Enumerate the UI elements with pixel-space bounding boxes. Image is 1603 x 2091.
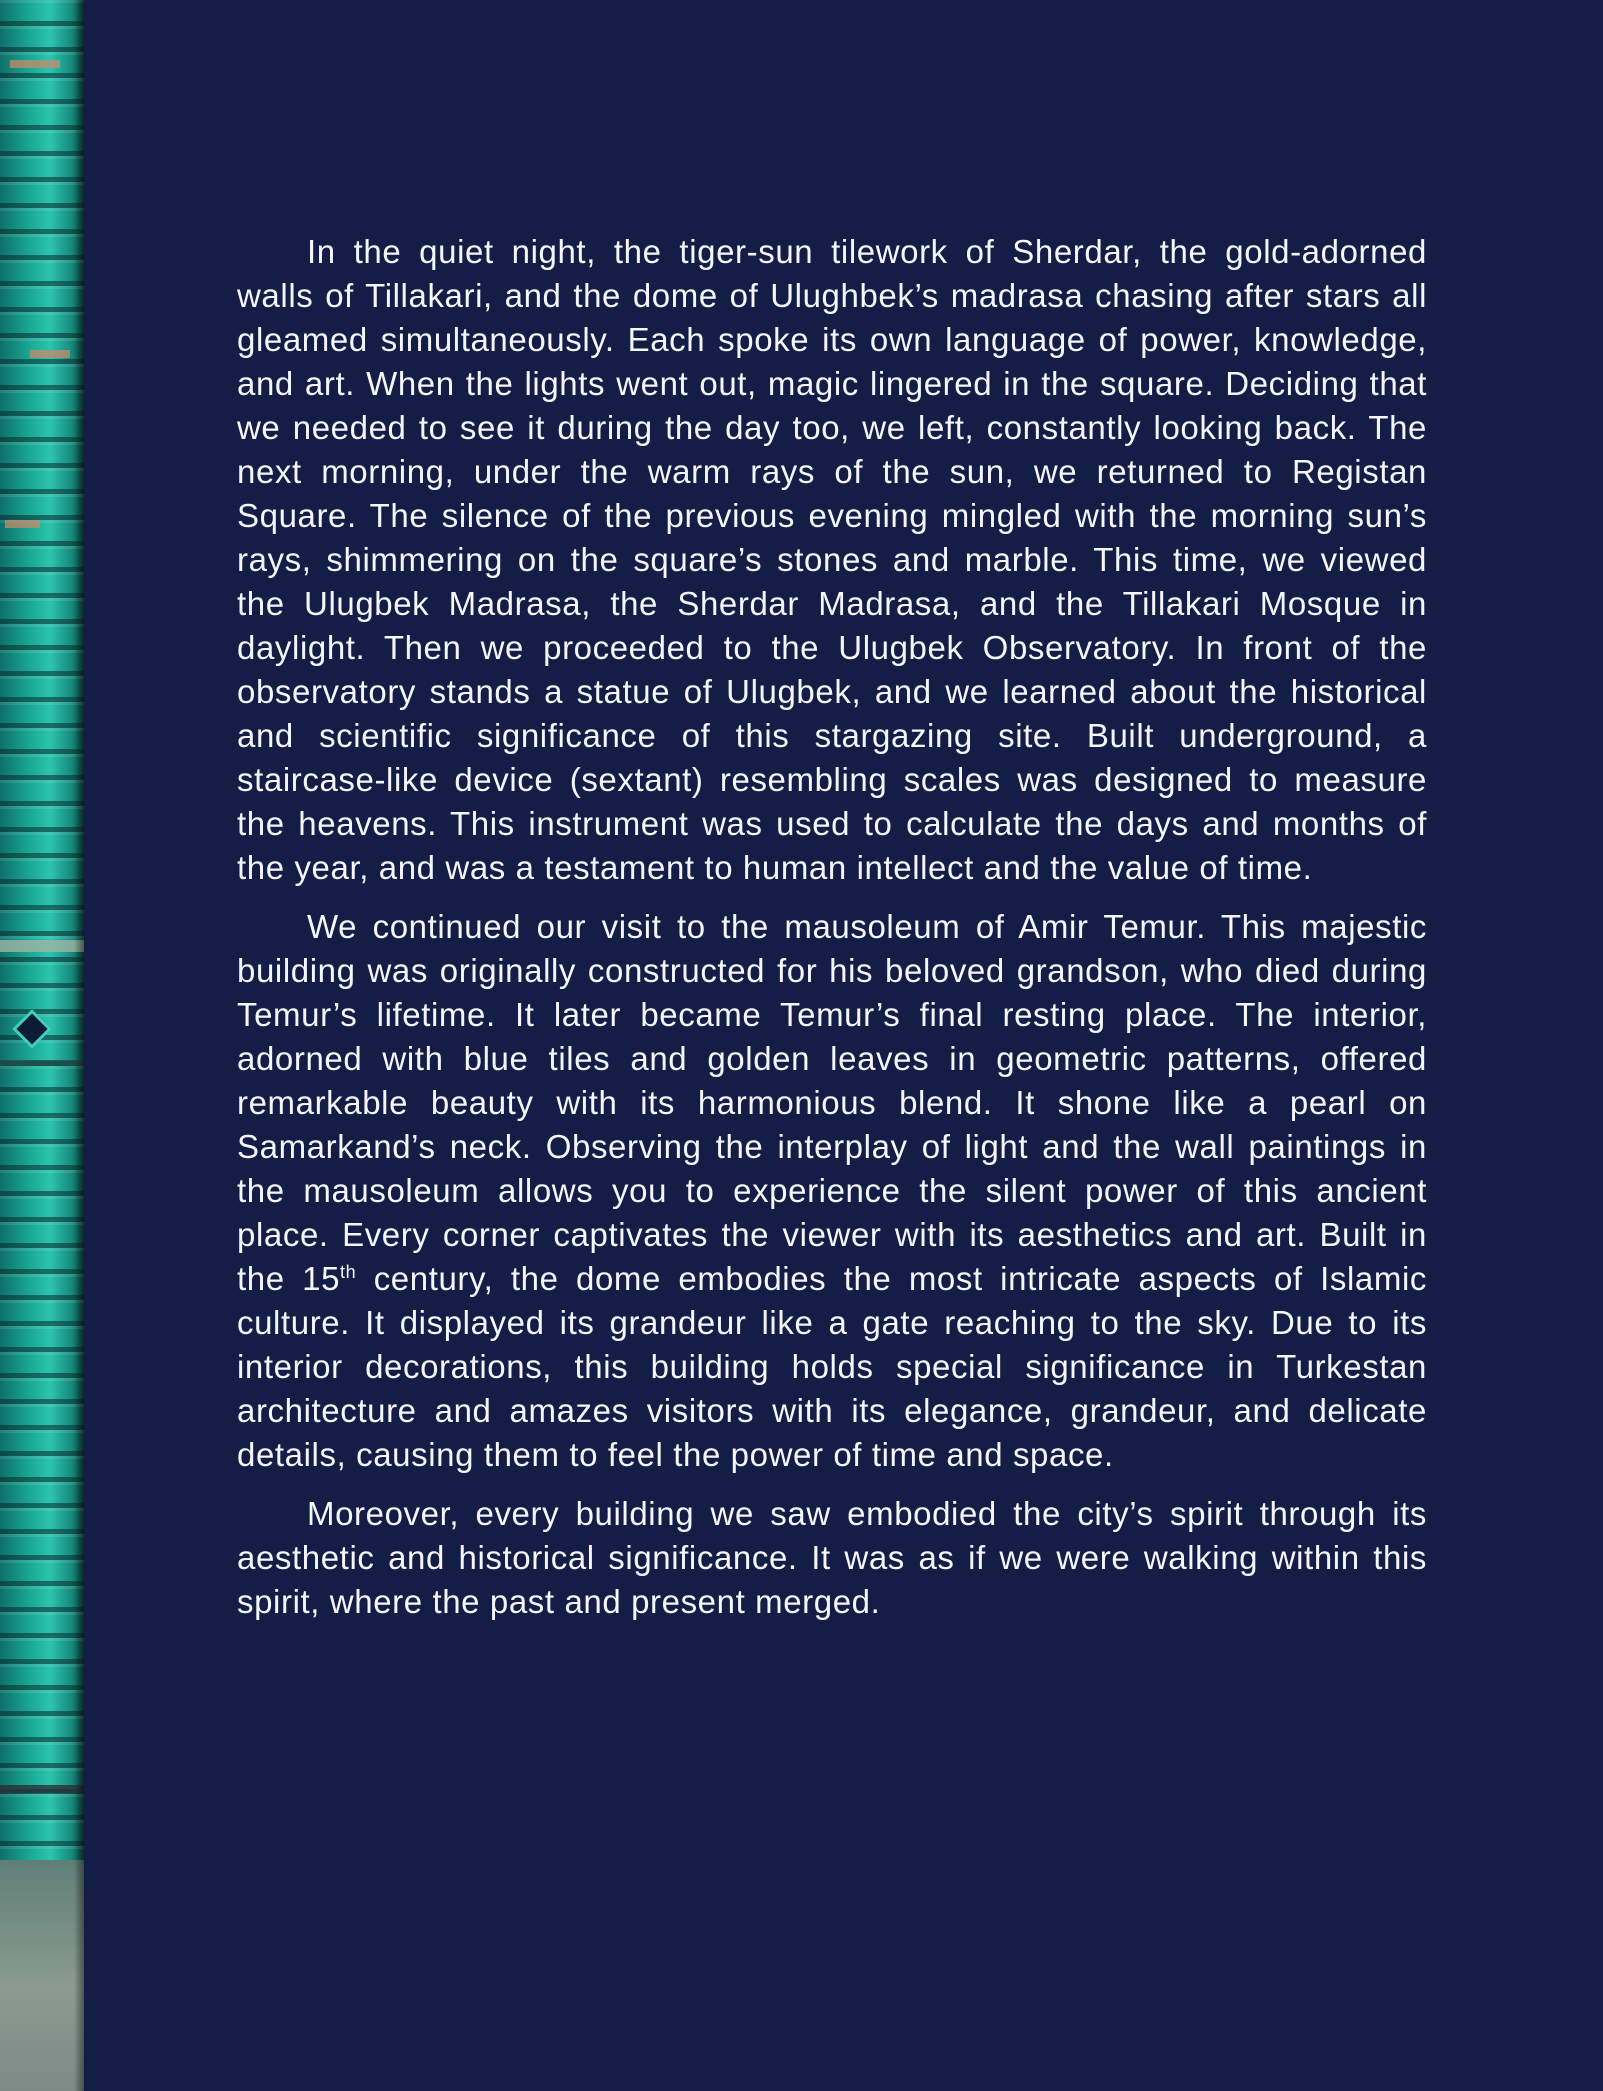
paragraph-3: Moreover, every building we saw embodied the city’s spirit through its aesthetic and historical significance. It was as if we were walking within this spirit, where the past and present merged. [237,1495,1427,1620]
tilework-photo-strip [0,0,84,2091]
paragraph-2-text-start: We continued our visit to the mausoleum of Amir Temur. This majestic building was originally constructed for his beloved grandson, who died during Temur’s lifetime. It later became Temur’s final resting place. The interior, adorned with blue tiles and golden leaves in geometric patterns, offered remarkable beauty with its harmonious blend. It shone like a pearl on Samarkand’s neck. Observing the interplay of light and the wall paintings in the mausoleum allows you to experience the silent power of this ancient place. Every corner captivates the viewer with its aesthetics and art. Built in the 15 [237,908,1427,1297]
paragraph-2-text-end: century, the dome embodies the most intricate aspects of Islamic culture. It displayed its grandeur like a gate reaching to the sky. Due to its interior decorations, this building holds special significance in Turkestan architecture and amazes visitors with its elegance, grandeur, and delicate details, causing them to feel the power of time and space. [237,1260,1427,1473]
tile-band [0,1060,84,1066]
paragraph-1: In the quiet night, the tiger-sun tilework of Sherdar, the gold-adorned walls of Tillakari, and the dome of Ulughbek’s madrasa chasing after stars all gleamed simultaneously. Each spoke its own language of power, knowledge, and art. When the lights went out, magic lingered in the square. Deciding that we needed to see it during the day too, we left, constantly looking back. The next morning, under the warm rays of the sun, we returned to Registan Square. The silence of the previous evening mingled with the morning sun’s rays, shimmering on the square’s stones and marble. This time, we viewed the Ulugbek Madrasa, the Sherdar Madrasa, and the Tillakari Mosque in daylight. Then we proceeded to the Ulugbek Observatory. In front of the observatory stands a statue of Ulugbek, and we learned about the historical and scientific significance of this stargazing site. Built underground, a staircase-like device (sextant) resembling scales was designed to measure the heavens. This instrument was used to calculate the days and months of the year, and was a testament to human intellect and the value of time. [237,233,1427,886]
tile-wear-mark [10,60,60,68]
paragraph-2 [237,905,1427,1477]
article-body [237,230,1427,1639]
tile-wear-mark [5,520,40,528]
tile-ornament [12,1009,52,1049]
tile-band [0,1785,84,1793]
ordinal-superscript: th [340,1262,357,1282]
tile-band [0,940,84,952]
worn-wall-base [0,1860,84,2091]
column-shadow [74,0,84,2091]
tile-wear-mark [30,350,70,358]
